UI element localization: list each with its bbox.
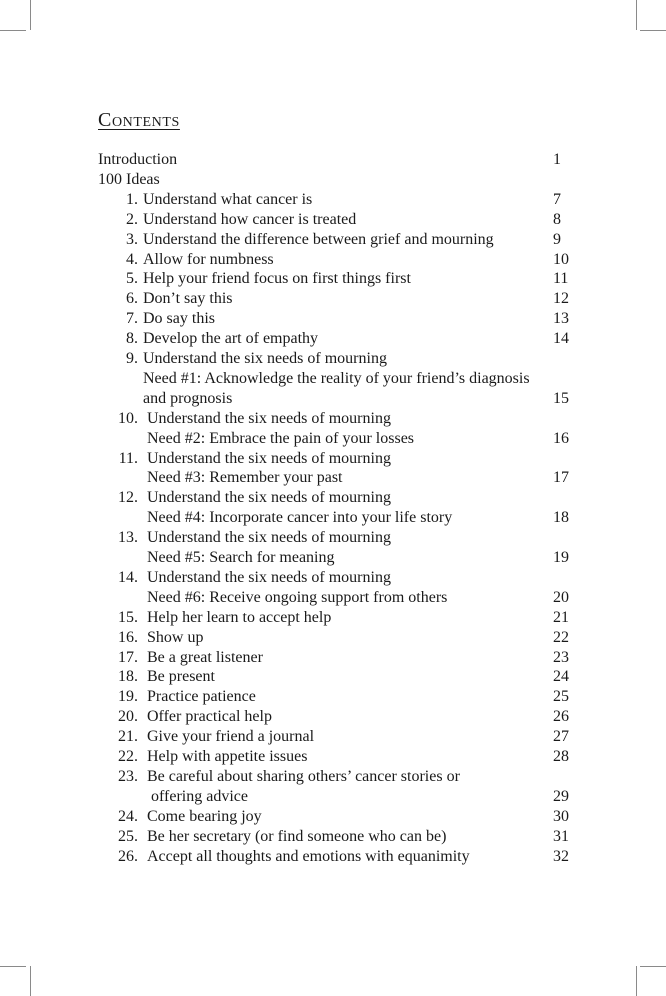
toc-entry-page: 32 (553, 847, 569, 865)
toc-entry-number: 16. (118, 628, 138, 646)
toc-entry-number: 19. (118, 688, 138, 706)
toc-entry (0, 787, 666, 807)
toc-entry-title: Don’t say this (143, 290, 233, 308)
toc-entry-page: 30 (553, 807, 569, 825)
toc-entry (0, 269, 666, 289)
toc-entry-page: 19 (553, 549, 569, 566)
toc-entry-number: 26. (118, 847, 138, 865)
toc-entry-number: 1. (126, 190, 138, 208)
toc-entry-number: 4. (126, 250, 138, 268)
toc-entry (0, 747, 666, 767)
toc-entry (0, 628, 666, 648)
toc-entry-title: Do say this (143, 310, 215, 328)
toc-entry-title: Need #6: Receive ongoing support from others (147, 588, 448, 606)
toc-entry-title: Understand the six needs of mourning (147, 489, 391, 507)
toc-entry (0, 409, 666, 429)
toc-entry-title: Understand what cancer is (143, 190, 313, 208)
toc-entry (0, 468, 666, 488)
toc-entry (0, 687, 666, 707)
toc-entry-title: Develop the art of empathy (143, 330, 319, 348)
toc-entry-page: 31 (553, 827, 569, 845)
toc-entry-number: 17. (118, 648, 138, 666)
toc-entry-number: 12. (118, 489, 138, 507)
crop-mark-top-right-h (640, 30, 666, 31)
toc-entry-number: 2. (126, 210, 138, 228)
toc-entry-number: 22. (118, 748, 138, 765)
toc-entry-page: 23 (553, 648, 569, 666)
toc-entry-title: Need #3: Remember your past (147, 469, 343, 487)
toc-entry-title: Be a great listener (147, 648, 263, 666)
toc-entry (0, 210, 666, 230)
toc-entry-page: 11 (553, 270, 569, 288)
toc-entry-title: Need #5: Search for meaning (147, 549, 335, 566)
toc-entry (0, 309, 666, 329)
toc-entry-page: 15 (553, 389, 569, 407)
crop-mark-top-right (636, 0, 637, 30)
toc-entry-number: 15. (118, 608, 138, 626)
toc-entry (0, 508, 666, 528)
toc-entry-number: 23. (118, 767, 138, 785)
toc-entry-page: 12 (553, 290, 569, 308)
toc-entry-number: 18. (118, 668, 138, 686)
toc-entry (0, 250, 666, 270)
toc-entry-title: Give your friend a journal (147, 728, 315, 746)
toc-entry-page: 20 (553, 588, 569, 606)
toc-entry-page: 28 (553, 748, 569, 765)
toc-entry (0, 648, 666, 668)
toc-entry (0, 488, 666, 508)
toc-entry-number: 14. (118, 568, 138, 586)
toc-entry-title: Be her secretary (or find someone who can be) (147, 827, 447, 845)
toc-entry (0, 389, 666, 409)
toc-entry-title: Understand the six needs of mourning (147, 568, 391, 586)
toc-entry-page: 25 (553, 688, 569, 706)
toc-entry-title: Show up (147, 628, 204, 646)
toc-entry (0, 807, 666, 827)
toc-entry (0, 329, 666, 349)
toc-entry-number: 8. (126, 330, 138, 348)
toc-entry-page: 21 (553, 608, 569, 626)
toc-entry-page: 1 (553, 151, 561, 168)
toc-entry-title: 100 Ideas (98, 170, 160, 188)
toc-entry-title: Need #1: Acknowledge the reality of your friend’s diagnosis (143, 369, 530, 387)
toc-entry-page: 8 (553, 210, 561, 228)
toc-entry-page: 18 (553, 509, 569, 527)
toc-entry (0, 349, 666, 369)
toc-entry (0, 608, 666, 628)
toc-entry-number: 3. (126, 230, 138, 248)
toc-entry-number: 20. (118, 708, 138, 726)
toc-entry-page: 29 (553, 787, 569, 805)
crop-mark-top-left-h (0, 30, 26, 31)
toc-entry-title: Introduction (98, 151, 178, 168)
toc-entry-number: 11. (118, 449, 138, 467)
toc-entry-title: Help your friend focus on first things first (143, 270, 411, 288)
crop-mark-bottom-right-h (640, 966, 666, 967)
toc-entry (0, 847, 666, 867)
toc-entry (0, 588, 666, 608)
toc-entry-title: offering advice (151, 787, 248, 805)
toc-entry (0, 767, 666, 787)
toc-entry (0, 289, 666, 309)
toc-entry (0, 667, 666, 687)
toc-entry-title: Understand the six needs of mourning (147, 449, 391, 467)
toc-entry (0, 190, 666, 210)
toc-entry-number: 13. (118, 529, 138, 547)
toc-entry-number: 10. (118, 409, 138, 427)
toc-entry (0, 707, 666, 727)
toc-entry-number: 7. (126, 310, 138, 328)
toc-entry-number: 21. (118, 728, 138, 746)
toc-entry-title: Allow for numbness (143, 250, 274, 268)
toc-entry-number: 6. (126, 290, 138, 308)
toc-entry-number: 5. (126, 270, 138, 288)
toc-entry-title: Understand the difference between grief and mourning (143, 230, 494, 248)
toc-entry-page: 26 (553, 708, 569, 726)
toc-entry-title: Understand how cancer is treated (143, 210, 357, 228)
toc-entry-title: Understand the six needs of mourning (147, 409, 391, 427)
page-title: Contents (98, 109, 180, 131)
toc-entry-title: Be careful about sharing others’ cancer stories or (147, 767, 460, 785)
toc-entry (0, 150, 666, 170)
toc-entry (0, 230, 666, 250)
toc-entry (0, 170, 666, 190)
toc-entry-title: Understand the six needs of mourning (143, 350, 387, 367)
toc-entry-title: Practice patience (147, 688, 256, 706)
toc-entry-page: 24 (553, 668, 569, 686)
toc-entry-number: 25. (118, 827, 138, 845)
crop-mark-bottom-left-h (0, 966, 26, 967)
toc-entry (0, 548, 666, 568)
toc-entry (0, 727, 666, 747)
toc-entry-number: 24. (118, 807, 138, 825)
toc-entry-page: 7 (553, 190, 561, 208)
toc-entry-page: 9 (553, 230, 561, 248)
toc-entry-page: 10 (553, 250, 569, 268)
toc-entry-title: Come bearing joy (147, 807, 262, 825)
toc-entry (0, 528, 666, 548)
toc-entry-title: Help with appetite issues (147, 748, 308, 765)
toc-entry-page: 22 (553, 628, 569, 646)
toc-entry (0, 568, 666, 588)
crop-mark-bottom-right (636, 966, 637, 996)
toc-entry (0, 369, 666, 389)
toc-entry-title: and prognosis (143, 389, 233, 407)
toc-entry-title: Need #4: Incorporate cancer into your life story (147, 509, 453, 527)
toc-entry-number: 9. (126, 350, 138, 367)
toc-entry-title: Accept all thoughts and emotions with equanimity (147, 847, 470, 865)
toc-entry-page: 17 (553, 469, 569, 487)
toc-entry-title: Be present (147, 668, 215, 686)
crop-mark-top-left (30, 0, 31, 30)
toc-entry-title: Help her learn to accept help (147, 608, 332, 626)
toc-entry-title: Understand the six needs of mourning (147, 529, 391, 547)
toc-entry-page: 16 (553, 429, 569, 447)
toc-entry-page: 27 (553, 728, 569, 746)
toc-entry-title: Need #2: Embrace the pain of your losses (147, 429, 415, 447)
toc-entry-page: 14 (553, 330, 569, 348)
toc-entry (0, 449, 666, 469)
toc-entry-title: Offer practical help (147, 708, 272, 726)
toc-entry (0, 827, 666, 847)
toc-entry-page: 13 (553, 310, 569, 328)
crop-mark-bottom-left (30, 966, 31, 996)
toc-entry (0, 429, 666, 449)
